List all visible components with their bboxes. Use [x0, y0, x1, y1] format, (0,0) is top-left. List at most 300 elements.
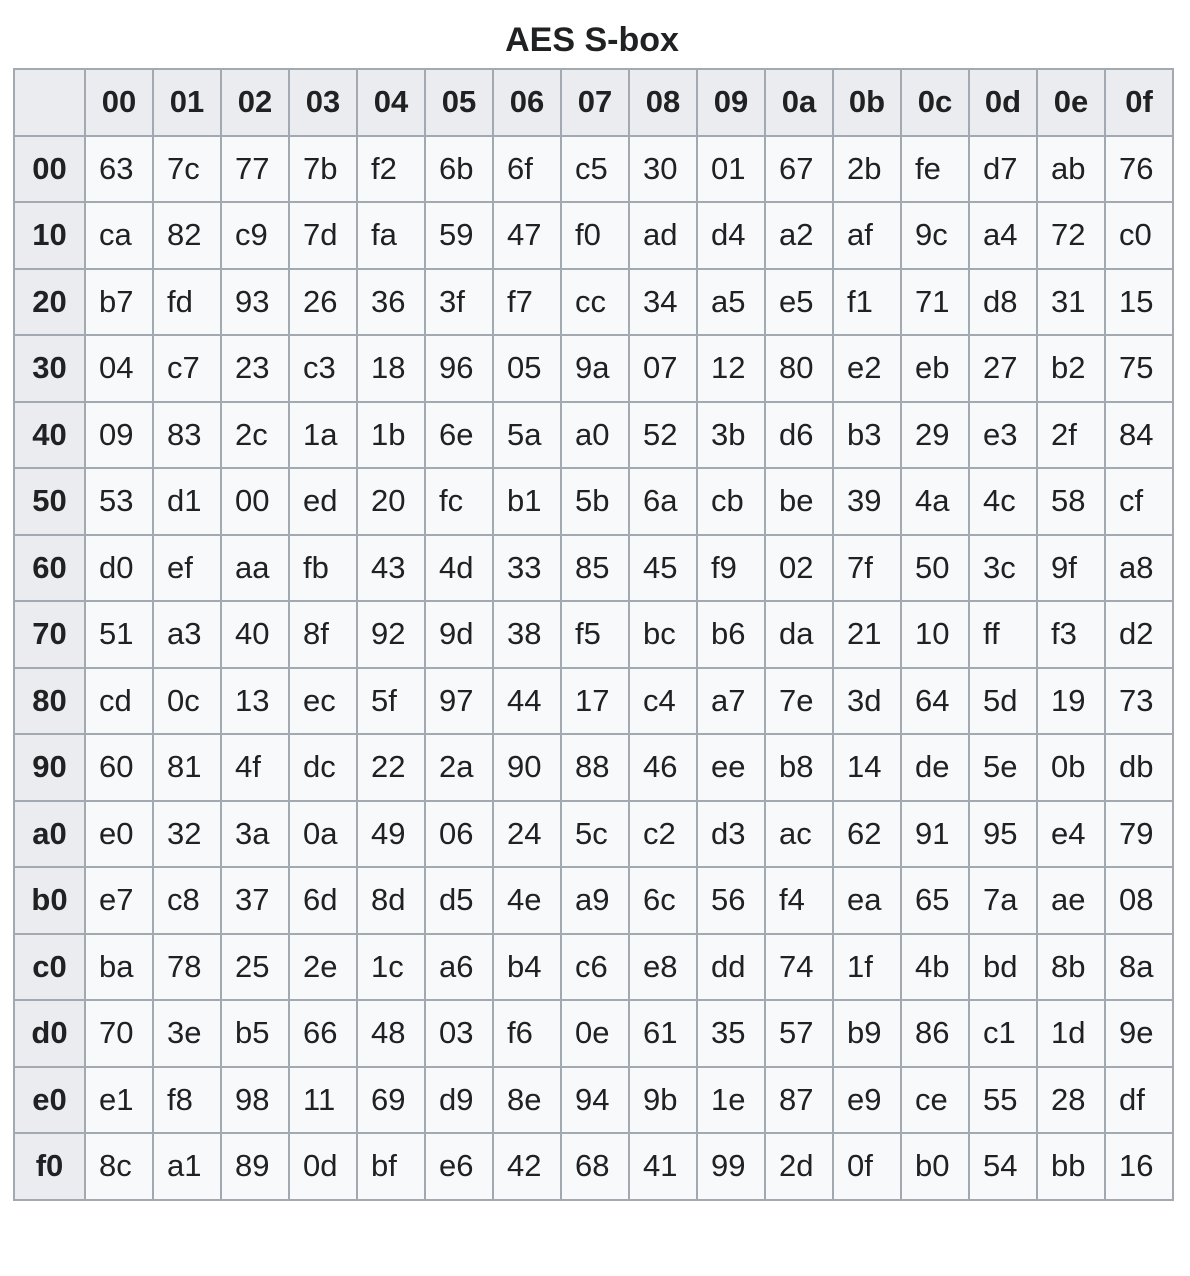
sbox-cell: 3b: [697, 402, 765, 469]
column-header: 06: [493, 69, 561, 136]
sbox-cell: 56: [697, 867, 765, 934]
sbox-cell: c1: [969, 1000, 1037, 1067]
sbox-cell: 40: [221, 601, 289, 668]
sbox-cell: 8c: [85, 1133, 153, 1200]
sbox-cell: 1d: [1037, 1000, 1105, 1067]
sbox-cell: 28: [1037, 1067, 1105, 1134]
sbox-cell: 67: [765, 136, 833, 203]
table-row: [14, 601, 1173, 668]
sbox-cell: 0d: [289, 1133, 357, 1200]
sbox-cell: 12: [697, 335, 765, 402]
sbox-cell: c6: [561, 934, 629, 1001]
column-header: 04: [357, 69, 425, 136]
sbox-cell: 4b: [901, 934, 969, 1001]
table-row: [14, 535, 1173, 602]
sbox-cell: 85: [561, 535, 629, 602]
sbox-cell: 97: [425, 668, 493, 735]
sbox-cell: d0: [85, 535, 153, 602]
row-header: 00: [14, 136, 85, 203]
sbox-cell: ff: [969, 601, 1037, 668]
sbox-cell: ae: [1037, 867, 1105, 934]
sbox-cell: a8: [1105, 535, 1173, 602]
sbox-cell: 51: [85, 601, 153, 668]
sbox-cell: ab: [1037, 136, 1105, 203]
sbox-cell: 8a: [1105, 934, 1173, 1001]
sbox-cell: 71: [901, 269, 969, 336]
sbox-cell: a6: [425, 934, 493, 1001]
sbox-cell: f0: [561, 202, 629, 269]
sbox-cell: 55: [969, 1067, 1037, 1134]
sbox-cell: 52: [629, 402, 697, 469]
sbox-cell: c3: [289, 335, 357, 402]
sbox-cell: 70: [85, 1000, 153, 1067]
sbox-cell: 9c: [901, 202, 969, 269]
sbox-cell: 07: [629, 335, 697, 402]
table-row: [14, 1067, 1173, 1134]
sbox-cell: de: [901, 734, 969, 801]
sbox-cell: 0f: [833, 1133, 901, 1200]
sbox-cell: a7: [697, 668, 765, 735]
sbox-cell: ec: [289, 668, 357, 735]
sbox-cell: ad: [629, 202, 697, 269]
sbox-cell: b1: [493, 468, 561, 535]
sbox-cell: c8: [153, 867, 221, 934]
sbox-cell: f5: [561, 601, 629, 668]
sbox-cell: b9: [833, 1000, 901, 1067]
sbox-cell: 91: [901, 801, 969, 868]
row-header: 10: [14, 202, 85, 269]
column-header-row: [14, 69, 1173, 136]
sbox-cell: 59: [425, 202, 493, 269]
column-header: 0a: [765, 69, 833, 136]
sbox-cell: 09: [85, 402, 153, 469]
sbox-cell: c0: [1105, 202, 1173, 269]
sbox-cell: c2: [629, 801, 697, 868]
sbox-cell: 36: [357, 269, 425, 336]
sbox-cell: b0: [901, 1133, 969, 1200]
sbox-cell: bd: [969, 934, 1037, 1001]
sbox-cell: e7: [85, 867, 153, 934]
row-header: 20: [14, 269, 85, 336]
sbox-cell: da: [765, 601, 833, 668]
sbox-cell: d1: [153, 468, 221, 535]
sbox-cell: 9b: [629, 1067, 697, 1134]
row-header: e0: [14, 1067, 85, 1134]
sbox-cell: 29: [901, 402, 969, 469]
sbox-cell: 65: [901, 867, 969, 934]
table-row: [14, 867, 1173, 934]
sbox-cell: bc: [629, 601, 697, 668]
sbox-cell: f4: [765, 867, 833, 934]
row-header: b0: [14, 867, 85, 934]
sbox-cell: 7d: [289, 202, 357, 269]
table-row: [14, 801, 1173, 868]
sbox-cell: e9: [833, 1067, 901, 1134]
sbox-cell: 53: [85, 468, 153, 535]
sbox-cell: 02: [765, 535, 833, 602]
sbox-cell: 16: [1105, 1133, 1173, 1200]
sbox-cell: 18: [357, 335, 425, 402]
row-header: a0: [14, 801, 85, 868]
sbox-cell: e2: [833, 335, 901, 402]
sbox-cell: 57: [765, 1000, 833, 1067]
sbox-cell: 10: [901, 601, 969, 668]
sbox-cell: 0b: [1037, 734, 1105, 801]
sbox-cell: 9f: [1037, 535, 1105, 602]
row-header: 30: [14, 335, 85, 402]
sbox-cell: e0: [85, 801, 153, 868]
sbox-cell: 93: [221, 269, 289, 336]
sbox-cell: 23: [221, 335, 289, 402]
sbox-cell: 6f: [493, 136, 561, 203]
sbox-cell: 7f: [833, 535, 901, 602]
sbox-cell: 5c: [561, 801, 629, 868]
sbox-cell: 6a: [629, 468, 697, 535]
sbox-cell: 8e: [493, 1067, 561, 1134]
corner-cell: [14, 69, 85, 136]
sbox-cell: df: [1105, 1067, 1173, 1134]
sbox-cell: 15: [1105, 269, 1173, 336]
sbox-cell: 96: [425, 335, 493, 402]
sbox-cell: 2c: [221, 402, 289, 469]
column-header: 0e: [1037, 69, 1105, 136]
row-header: 60: [14, 535, 85, 602]
sbox-cell: 82: [153, 202, 221, 269]
sbox-cell: 64: [901, 668, 969, 735]
sbox-cell: 26: [289, 269, 357, 336]
sbox-cell: 2e: [289, 934, 357, 1001]
sbox-cell: cb: [697, 468, 765, 535]
sbox-cell: 9a: [561, 335, 629, 402]
row-header: c0: [14, 934, 85, 1001]
sbox-cell: 6b: [425, 136, 493, 203]
sbox-cell: ca: [85, 202, 153, 269]
sbox-cell: 06: [425, 801, 493, 868]
sbox-cell: 3a: [221, 801, 289, 868]
sbox-cell: 0c: [153, 668, 221, 735]
sbox-cell: 3e: [153, 1000, 221, 1067]
sbox-cell: 01: [697, 136, 765, 203]
sbox-cell: a3: [153, 601, 221, 668]
column-header: 05: [425, 69, 493, 136]
sbox-cell: 61: [629, 1000, 697, 1067]
sbox-cell: 6e: [425, 402, 493, 469]
sbox-cell: dd: [697, 934, 765, 1001]
table-row: [14, 668, 1173, 735]
sbox-cell: af: [833, 202, 901, 269]
sbox-cell: 21: [833, 601, 901, 668]
sbox-cell: bf: [357, 1133, 425, 1200]
sbox-cell: e6: [425, 1133, 493, 1200]
table-row: [14, 1000, 1173, 1067]
sbox-cell: 54: [969, 1133, 1037, 1200]
sbox-cell: 19: [1037, 668, 1105, 735]
sbox-cell: 3c: [969, 535, 1037, 602]
sbox-cell: 2b: [833, 136, 901, 203]
sbox-cell: d9: [425, 1067, 493, 1134]
sbox-cell: 77: [221, 136, 289, 203]
sbox-cell: 34: [629, 269, 697, 336]
sbox-cell: 1a: [289, 402, 357, 469]
sbox-cell: cf: [1105, 468, 1173, 535]
row-header: 90: [14, 734, 85, 801]
column-header: 00: [85, 69, 153, 136]
sbox-cell: ee: [697, 734, 765, 801]
sbox-cell: ce: [901, 1067, 969, 1134]
sbox-cell: 1b: [357, 402, 425, 469]
sbox-cell: 87: [765, 1067, 833, 1134]
sbox-cell: 98: [221, 1067, 289, 1134]
sbox-cell: 5e: [969, 734, 1037, 801]
column-header: 0c: [901, 69, 969, 136]
sbox-cell: e4: [1037, 801, 1105, 868]
sbox-cell: 89: [221, 1133, 289, 1200]
sbox-cell: 88: [561, 734, 629, 801]
table-row: [14, 468, 1173, 535]
sbox-cell: 5b: [561, 468, 629, 535]
sbox-cell: 5d: [969, 668, 1037, 735]
sbox-cell: 58: [1037, 468, 1105, 535]
sbox-cell: f2: [357, 136, 425, 203]
sbox-cell: 8d: [357, 867, 425, 934]
sbox-cell: 90: [493, 734, 561, 801]
sbox-cell: 7e: [765, 668, 833, 735]
sbox-cell: 31: [1037, 269, 1105, 336]
table-row: [14, 934, 1173, 1001]
sbox-cell: b8: [765, 734, 833, 801]
sbox-cell: 9d: [425, 601, 493, 668]
sbox-cell: aa: [221, 535, 289, 602]
sbox-cell: e8: [629, 934, 697, 1001]
sbox-cell: a9: [561, 867, 629, 934]
sbox-cell: d3: [697, 801, 765, 868]
sbox-cell: be: [765, 468, 833, 535]
sbox-cell: 62: [833, 801, 901, 868]
sbox-cell: 14: [833, 734, 901, 801]
sbox-cell: 80: [765, 335, 833, 402]
sbox-cell: 20: [357, 468, 425, 535]
sbox-cell: 5a: [493, 402, 561, 469]
sbox-cell: 72: [1037, 202, 1105, 269]
sbox-cell: 46: [629, 734, 697, 801]
sbox-cell: f3: [1037, 601, 1105, 668]
sbox-cell: 22: [357, 734, 425, 801]
sbox-cell: 0a: [289, 801, 357, 868]
table-caption: AES S-box: [505, 21, 679, 59]
sbox-cell: 6d: [289, 867, 357, 934]
sbox-cell: a0: [561, 402, 629, 469]
sbox-cell: 83: [153, 402, 221, 469]
sbox-cell: fc: [425, 468, 493, 535]
sbox-cell: 99: [697, 1133, 765, 1200]
sbox-cell: 4a: [901, 468, 969, 535]
sbox-cell: d7: [969, 136, 1037, 203]
sbox-cell: d2: [1105, 601, 1173, 668]
sbox-cell: eb: [901, 335, 969, 402]
sbox-cell: 44: [493, 668, 561, 735]
sbox-cell: cd: [85, 668, 153, 735]
column-header: 08: [629, 69, 697, 136]
sbox-cell: 39: [833, 468, 901, 535]
row-header: 50: [14, 468, 85, 535]
sbox-cell: c7: [153, 335, 221, 402]
sbox-cell: ef: [153, 535, 221, 602]
sbox-cell: d8: [969, 269, 1037, 336]
sbox-cell: dc: [289, 734, 357, 801]
sbox-cell: c5: [561, 136, 629, 203]
sbox-cell: b4: [493, 934, 561, 1001]
column-header: 09: [697, 69, 765, 136]
sbox-cell: d6: [765, 402, 833, 469]
sbox-cell: ed: [289, 468, 357, 535]
sbox-cell: 33: [493, 535, 561, 602]
sbox-cell: 6c: [629, 867, 697, 934]
sbox-cell: 35: [697, 1000, 765, 1067]
sbox-cell: 84: [1105, 402, 1173, 469]
sbox-cell: 68: [561, 1133, 629, 1200]
column-header: 01: [153, 69, 221, 136]
sbox-cell: 9e: [1105, 1000, 1173, 1067]
sbox-cell: a1: [153, 1133, 221, 1200]
sbox-cell: 08: [1105, 867, 1173, 934]
sbox-cell: 3d: [833, 668, 901, 735]
sbox-cell: 7a: [969, 867, 1037, 934]
sbox-cell: 95: [969, 801, 1037, 868]
table-row: [14, 1133, 1173, 1200]
sbox-cell: c9: [221, 202, 289, 269]
sbox-cell: 43: [357, 535, 425, 602]
sbox-cell: 32: [153, 801, 221, 868]
sbox-cell: 42: [493, 1133, 561, 1200]
sbox-cell: 4f: [221, 734, 289, 801]
sbox-cell: 5f: [357, 668, 425, 735]
sbox-cell: 3f: [425, 269, 493, 336]
sbox-cell: 45: [629, 535, 697, 602]
sbox-cell: 17: [561, 668, 629, 735]
sbox-cell: a4: [969, 202, 1037, 269]
sbox-cell: 73: [1105, 668, 1173, 735]
table-row: [14, 136, 1173, 203]
sbox-cell: 75: [1105, 335, 1173, 402]
sbox-cell: 63: [85, 136, 153, 203]
sbox-cell: f7: [493, 269, 561, 336]
row-header: 80: [14, 668, 85, 735]
sbox-cell: 78: [153, 934, 221, 1001]
sbox-cell: a5: [697, 269, 765, 336]
sbox-cell: 41: [629, 1133, 697, 1200]
sbox-cell: bb: [1037, 1133, 1105, 1200]
sbox-cell: 8f: [289, 601, 357, 668]
sbox-cell: b2: [1037, 335, 1105, 402]
sbox-cell: 0e: [561, 1000, 629, 1067]
sbox-cell: 30: [629, 136, 697, 203]
sbox-cell: 38: [493, 601, 561, 668]
sbox-cell: 2a: [425, 734, 493, 801]
table-row: [14, 402, 1173, 469]
sbox-cell: b7: [85, 269, 153, 336]
table-row: [14, 335, 1173, 402]
sbox-cell: 76: [1105, 136, 1173, 203]
column-header: 03: [289, 69, 357, 136]
sbox-cell: 27: [969, 335, 1037, 402]
table-row: [14, 269, 1173, 336]
sbox-cell: fd: [153, 269, 221, 336]
sbox-cell: fb: [289, 535, 357, 602]
sbox-cell: 24: [493, 801, 561, 868]
column-header: 0d: [969, 69, 1037, 136]
sbox-cell: b3: [833, 402, 901, 469]
sbox-cell: e5: [765, 269, 833, 336]
sbox-cell: 48: [357, 1000, 425, 1067]
column-header: 0b: [833, 69, 901, 136]
sbox-cell: 47: [493, 202, 561, 269]
sbox-cell: 37: [221, 867, 289, 934]
sbox-cell: db: [1105, 734, 1173, 801]
sbox-cell: 2d: [765, 1133, 833, 1200]
sbox-cell: fe: [901, 136, 969, 203]
sbox-cell: f6: [493, 1000, 561, 1067]
sbox-cell: 13: [221, 668, 289, 735]
sbox-cell: 05: [493, 335, 561, 402]
sbox-cell: 2f: [1037, 402, 1105, 469]
sbox-cell: 00: [221, 468, 289, 535]
sbox-cell: 8b: [1037, 934, 1105, 1001]
sbox-cell: f1: [833, 269, 901, 336]
sbox-cell: fa: [357, 202, 425, 269]
sbox-cell: 86: [901, 1000, 969, 1067]
row-header: 70: [14, 601, 85, 668]
sbox-cell: 92: [357, 601, 425, 668]
sbox-cell: 11: [289, 1067, 357, 1134]
column-header: 02: [221, 69, 289, 136]
sbox-cell: 94: [561, 1067, 629, 1134]
sbox-cell: 1e: [697, 1067, 765, 1134]
sbox-cell: 66: [289, 1000, 357, 1067]
row-header: d0: [14, 1000, 85, 1067]
sbox-cell: b6: [697, 601, 765, 668]
sbox-cell: b5: [221, 1000, 289, 1067]
sbox-cell: a2: [765, 202, 833, 269]
sbox-cell: f8: [153, 1067, 221, 1134]
sbox-cell: 7c: [153, 136, 221, 203]
sbox-cell: 60: [85, 734, 153, 801]
aes-sbox-table: [13, 68, 1174, 1201]
sbox-cell: 7b: [289, 136, 357, 203]
table-row: [14, 202, 1173, 269]
row-header: f0: [14, 1133, 85, 1200]
sbox-cell: ea: [833, 867, 901, 934]
column-header: 07: [561, 69, 629, 136]
sbox-cell: 04: [85, 335, 153, 402]
sbox-cell: 4c: [969, 468, 1037, 535]
sbox-cell: 1c: [357, 934, 425, 1001]
sbox-cell: 25: [221, 934, 289, 1001]
sbox-cell: 4e: [493, 867, 561, 934]
sbox-cell: 49: [357, 801, 425, 868]
sbox-cell: f9: [697, 535, 765, 602]
sbox-cell: d4: [697, 202, 765, 269]
column-header: 0f: [1105, 69, 1173, 136]
sbox-cell: 79: [1105, 801, 1173, 868]
row-header: 40: [14, 402, 85, 469]
sbox-cell: d5: [425, 867, 493, 934]
sbox-cell: e3: [969, 402, 1037, 469]
sbox-cell: 50: [901, 535, 969, 602]
sbox-cell: e1: [85, 1067, 153, 1134]
sbox-cell: 03: [425, 1000, 493, 1067]
sbox-cell: 69: [357, 1067, 425, 1134]
sbox-cell: c4: [629, 668, 697, 735]
